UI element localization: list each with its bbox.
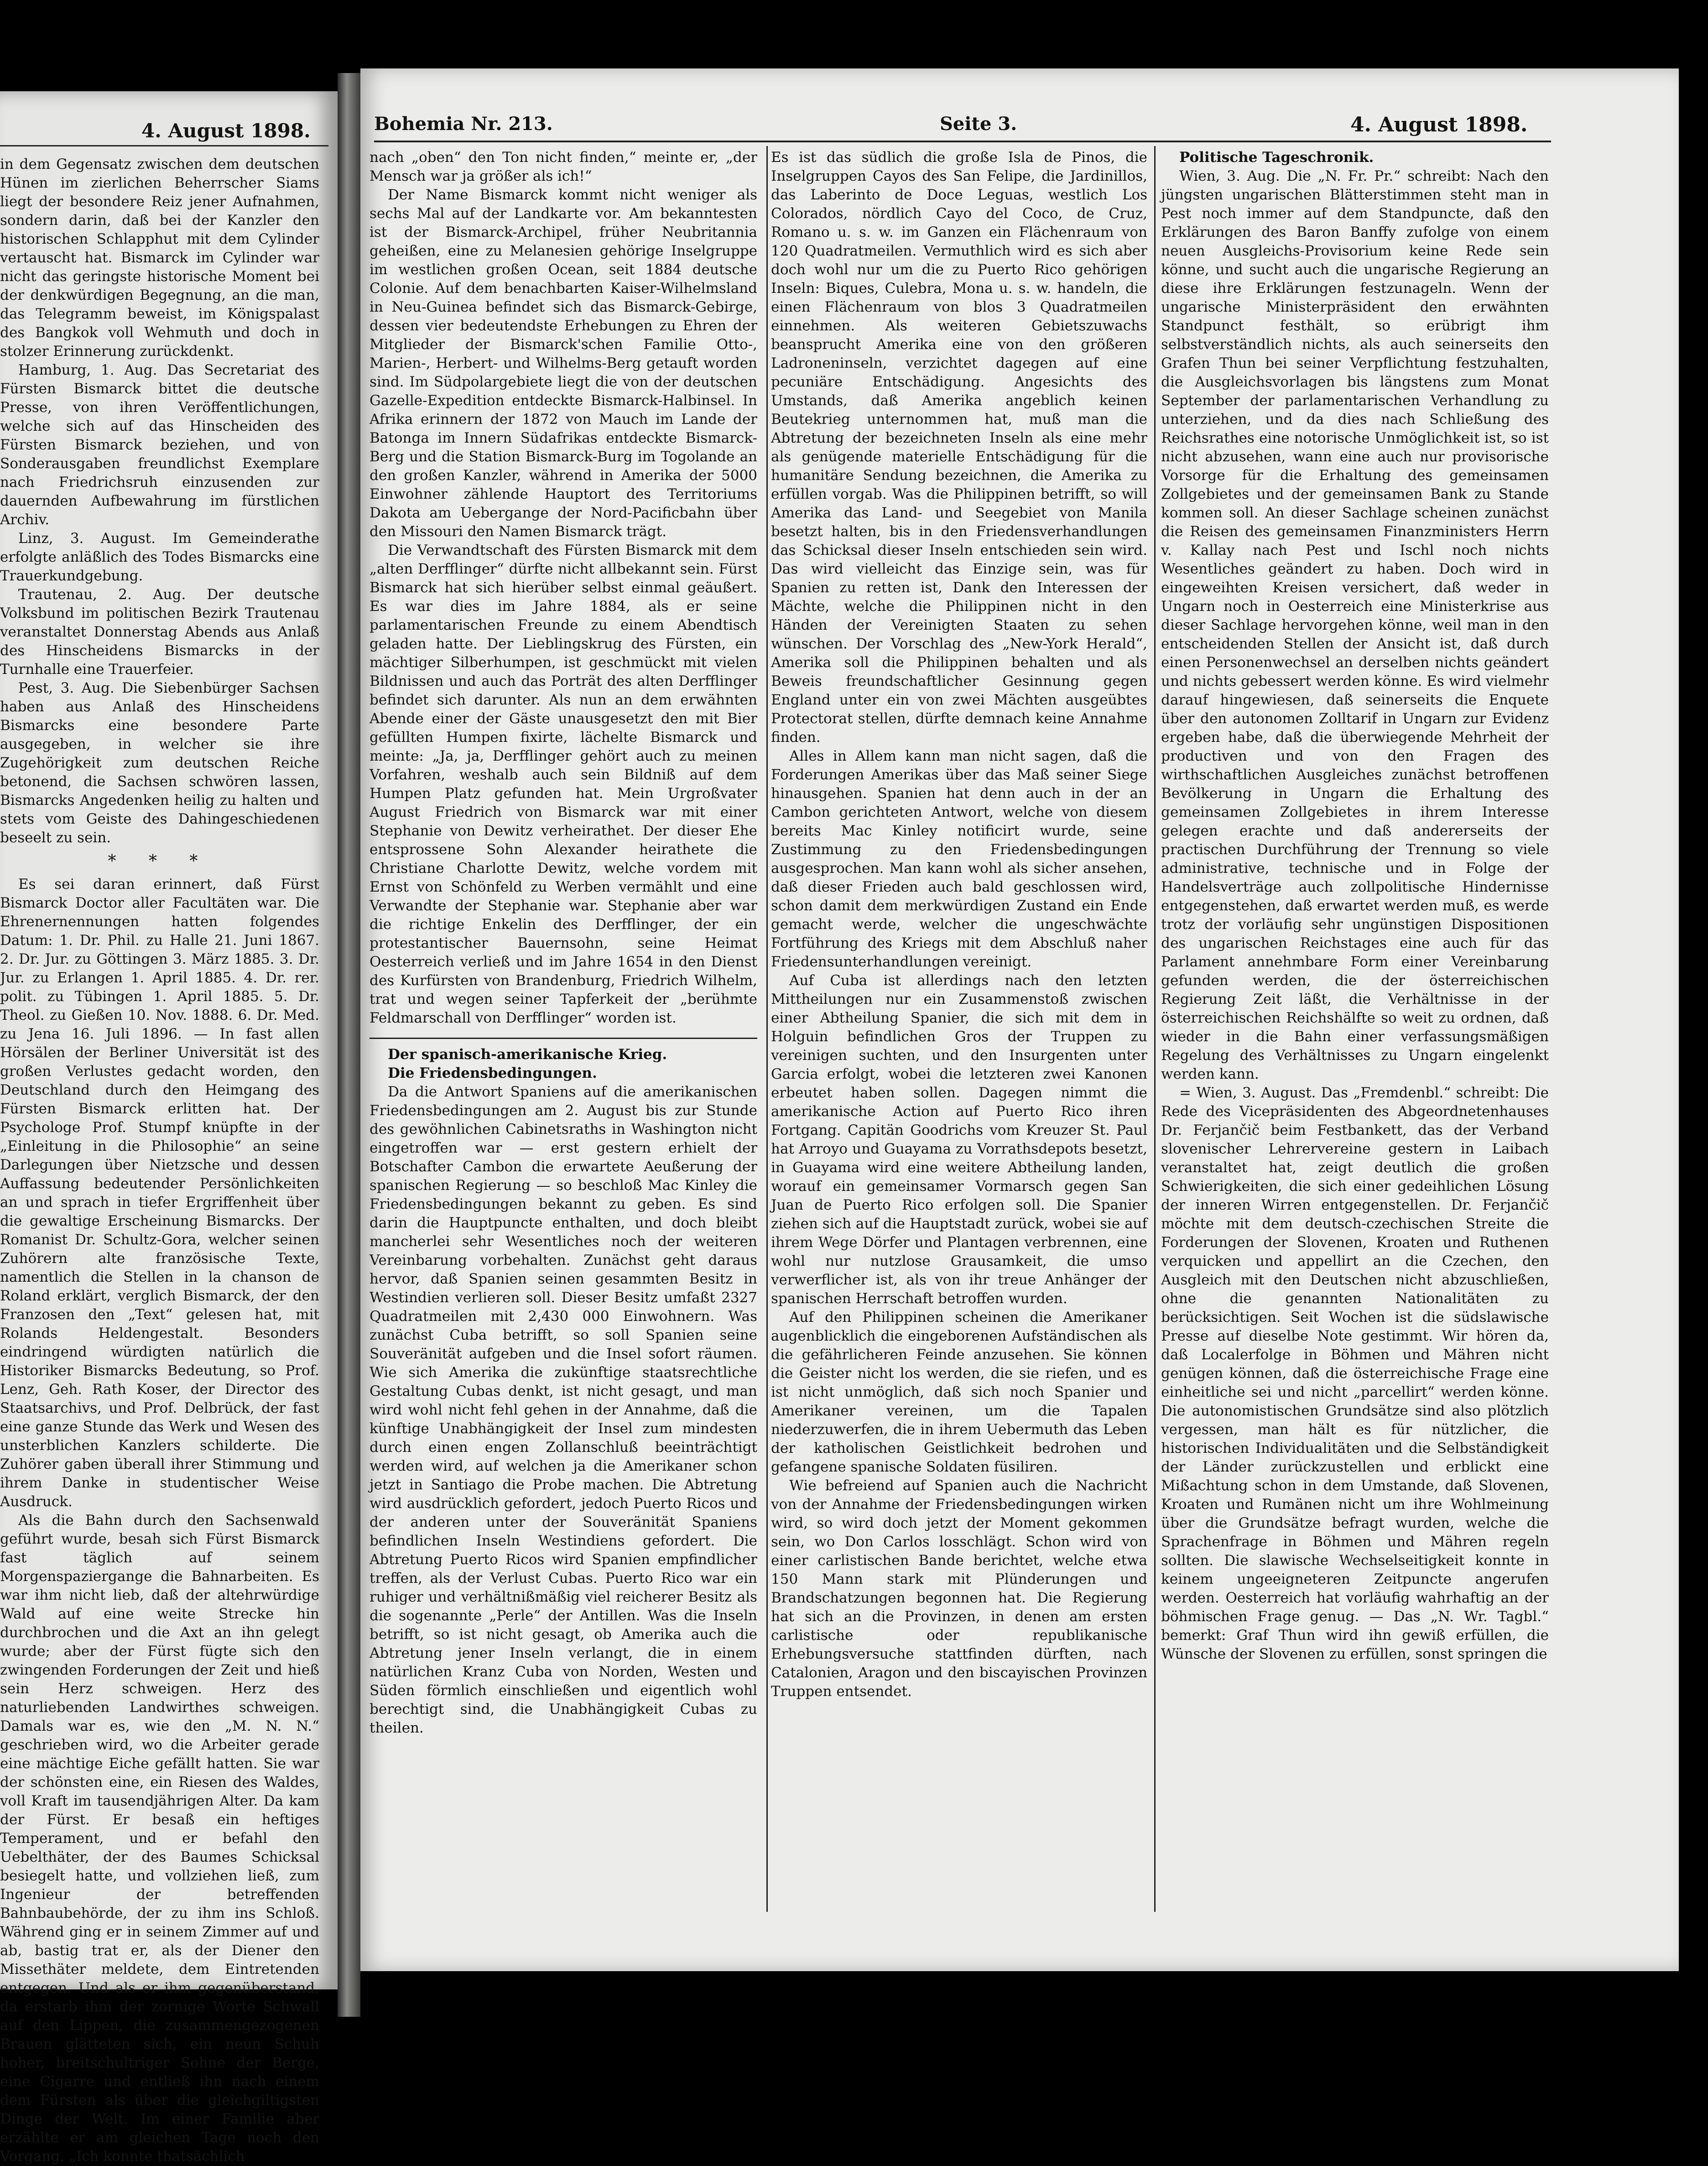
column-3: [1161, 148, 1549, 1910]
left-paragraph: Hamburg, 1. Aug. Das Secretariat des Fürsten Bismarck bittet die deutsche Presse, von ihren Veröffentlichungen, welche sich auf das Hinscheiden des Fürsten Bismarck beziehen, und von Sonderausgaben freundlichst Exemplare nach Friedrichsruh einzusenden zur dauernden Aufbewahrung im fürstlichen Archiv.: [0, 362, 319, 528]
left-paragraph: Als die Bahn durch den Sachsenwald geführt wurde, besah sich Fürst Bismarck fast täglich auf seinem Morgenspaziergange die Bahnarbeiten. Es war ihm nicht lieb, daß der altehrwürdige Wald auf eine weite Strecke hin durchbrochen und die Axt an ihn gelegt wurde; aber der Fürst fügte sich den zwingenden Forderungen der Zeit und hieß sein Herz schweigen. Herz des naturliebenden Landwirthes schweigen. Damals war es, wie den „M. N. N.“ geschrieben wird, wo die Arbeiter gerade eine mächtige Eiche gefällt hatten. Sie war der schönsten eine, ein Riesen des Waldes, voll Kraft im tausendjährigen Alter. Da kam der Fürst. Er besaß ein heftiges Temperament, und er befahl den Uebelthäter, der des Baumes Schicksal besiegelt hatte, und vollziehen ließ, zum Ingenieur der betreffenden Bahnbaubehörde, der zu ihm ins Schloß. Während ging er in seinem Zimmer auf und ab, bastig trat er, als der Diener den Missethäter meldete, dem Eintretenden entgegen. Und als er ihm gegenüberstand, da erstarb ihm der zornige Worte Schwall auf den Lippen, die zusammengezogenen Brauen glätteten sich, ein neun Schuh hoher, breitschultriger Sohne der Berge, eine Cigarre und entließ ihn nach einem dem Fürsten als über die gleichgiltigsten Dinge der Welt. Im einer Familie aber erzählte er am gleichen Tage noch den Vorgang. „Ich konnte thatsächlich: [0, 1512, 319, 2165]
left-paragraph: Es sei daran erinnert, daß Fürst Bismarck Doctor aller Facultäten war. Die Ehrenernennungen hatten folgendes Datum: 1. Dr. Phil. zu Halle 21. Juni 1867. 2. Dr. Jur. zu Göttingen 3. März 1885. 3. Dr. Jur. zu Erlangen 1. April 1885. 4. Dr. rer. polit. zu Tübingen 1. April 1885. 5. Dr. Theol. zu Gießen 10. Nov. 1888. 6. Dr. Med. zu Jena 16. Juli 1896. — In fast allen Hörsälen der Berliner Universität ist des großen Verlustes gedacht worden, den Deutschland durch den Heimgang des Fürsten Bismarck erlitten hat. Der Psychologe Prof. Stumpf knüpfte in der „Einleitung in die Philosophie“ an seine Darlegungen über Nietzsche und dessen Auffassung bedeutender Persönlichkeiten an und sprach in tiefer Ergriffenheit über die gewaltige Erscheinung Bismarcks. Der Romanist Dr. Schultz-Gora, welcher seinen Zuhörern alte französische Texte, namentlich die Stellen in la chanson de Roland erklärt, verglich Bismarck, der den Franzosen den „Text“ gelesen hat, mit Rolands Heldengestalt. Besonders eindringend würdigten natürlich die Historiker Bismarcks Bedeutung, so Prof. Lenz, Geh. Rath Koser, der Director des Staatsarchivs, und Prof. Delbrück, der fast eine ganze Stunde das Werk und Wesen des unsterblichen Kanzlers schilderte. Die Zuhörer gaben überall ihrer Stimmung und ihrem Danke in studentischer Weise Ausdruck.: [0, 876, 319, 1510]
article-paragraph: Die Verwandtschaft des Fürsten Bismarck mit dem „alten Derfflinger“ dürfte nicht allbekannt sein. Fürst Bismarck hat sich hierüber selbst einmal geäußert. Es war dies im Jahre 1884, als er seine parlamentarischen Freunde zu einem Abendtisch geladen hatte. Der Lieblingskrug des Fürsten, ein mächtiger Silberhumpen, ist geschmückt mit vielen Bildnissen und auch das Porträt des alten Derfflinger befindet sich darunter. Als nun an dem erwähnten Abende einer der Gäste unausgesetzt den mit Bier gefüllten Humpen fixirte, lächelte Bismarck und meinte: „Ja, ja, Derfflinger gehört auch zu meinen Vorfahren, weshalb auch sein Bildniß auf dem Humpen Platz gefunden hat. Mein Urgroßvater August Friedrich von Bismarck war mit einer Stephanie von Dewitz verheirathet. Der dieser Ehe entsprossene Sohn Alexander heirathete die Christiane Charlotte Dewitz, welche vordem mit Ernst von Schönfeld zu Werben vermählt und eine Verwandte der Stephanie war. Stephanie aber war die richtige Enkelin des Derfflinger, der ein protestantischer Bauernsohn, seine Heimat Oesterreich verließ und im Jahre 1654 in den Dienst des Kurfürsten von Brandenburg, Friedrich Wilhelm, trat und wegen seiner Tapferkeit der „berühmte Feldmarschall von Derfflinger“ worden ist.: [370, 542, 757, 1026]
book-gutter: [338, 73, 360, 2017]
article-paragraph: Der Name Bismarck kommt nicht weniger als sechs Mal auf der Landkarte vor. Am bekanntesten ist der Bismarck-Archipel, früher Neubritannia geheißen, eine zu Melanesien gehörige Inselgruppe im westlichen großen Ocean, seit 1884 deutsche Colonie. Auf dem benachbarten Kaiser-Wilhelmsland in Neu-Guinea befindet sich das Bismarck-Gebirge, dessen vier bedeutendste Erhebungen zu Ehren der Mitglieder der Bismarck'schen Familie Otto-, Marien-, Herbert- und Wilhelms-Berg getauft worden sind. Im Südpolargebiete liegt die von der deutschen Gazelle-Expedition entdeckte Bismarck-Halbinsel. In Afrika erinnern der 1872 von Mauch im Lande der Batonga im Innern Südafrikas entdeckte Bismarck-Berg und die Station Bismarck-Burg im Togolande an den großen Kanzler, während in Amerika der 5000 Einwohner zählende Hauptort des Territoriums Dakota am Uebergange der Nord-Pacificbahn über den Missouri den Namen Bismarck trägt.: [370, 187, 757, 540]
left-paragraph: Pest, 3. Aug. Die Siebenbürger Sachsen haben aus Anlaß des Hinscheidens Bismarcks eine besondere Parte ausgegeben, in welcher sie ihre Zugehörigkeit zum deutschen Reiche betonend, die Sachsen schwören lassen, Bismarcks Angedenken heilig zu halten und stets vom Geiste des Dahingeschiedenen beseelt zu sein.: [0, 680, 319, 846]
right-page: [360, 68, 1679, 1971]
article-paragraph: Es ist das südlich die große Isla de Pinos, die Inselgruppen Cayos des San Felipe, die Jardinillos, das Laberinto de Doce Leguas, westlich Los Colorados, nördlich Cayo del Coco, de Cruz, Romano u. s. w. im Ganzen ein Flächenraum von 120 Quadratmeilen. Vermuthlich wird es sich aber doch wohl nur um die zu Puerto Rico gehörigen Inseln: Biques, Culebra, Mona u. s. w. handeln, die einen Flächenraum von blos 3 Quadratmeilen einnehmen. Als weiteren Gebietszuwachs beansprucht Amerika eine von den größeren Ladroneninseln, verzichtet dagegen auf eine pecuniäre Entschädigung. Angesichts des Umstands, daß Amerika angeblich keinen Beutekrieg unternommen hat, muß man die Abtretung der bezeichneten Inseln als eine mehr als genügende materielle Entschädigung für die humanitäre Sendung bezeichnen, die Amerika zu erfüllen vorgab. Was die Philippinen betrifft, so will Amerika das Land- und Seegebiet von Manila besetzt halten, bis in den Friedensverhandlungen das Schicksal dieser Inseln entschieden sein wird. Das wird vielleicht das Einzige sein, was für Spanien zu retten ist, Dank den Interessen der Mächte, welche die Philippinen nicht in den Händen der Vereinigten Staaten zu sehen wünschen. Der Vorschlag des „New-York Herald“, Amerika soll die Philippinen behalten und als Beweis freundschaftlicher Gesinnung gegen England unter ein von zwei Mächten ausgeübtes Protectorat stellen, dürfte demnach keine Annahme finden.: [771, 149, 1147, 746]
article-paragraph: = Wien, 3. August. Das „Fremdenbl.“ schreibt: Die Rede des Vicepräsidenten des Abgeordnetenhauses Dr. Ferjančič beim Festbankett, das der Verband slovenischer Lehrervereine gestern in Laibach veranstaltet hat, zeigt deutlich die großen Schwierigkeiten, die sich einer gedeihlichen Lösung der inneren Wirren entgegenstellen. Dr. Ferjančič möchte mit dem deutsch-czechischen Streite die Forderungen der Slovenen, Kroaten und Ruthenen verquicken und appellirt an die Czechen, den Ausgleich mit den Deutschen nicht abzuschließen, ohne die genannten Nationalitäten zu berücksichtigen. Seit Wochen ist die südslawische Presse auf dieselbe Note gestimmt. Wir hören da, daß Localerfolge in Böhmen und Mähren nicht genügen können, daß die österreichische Frage eine einheitliche sei und nicht „parcellirt“ werden könne. Die autonomistischen Grundsätze sind also plötzlich vergessen, man hält es für nützlicher, die historischen Individualitäten und die Selbständigkeit der Länder zurückzustellen und erblickt eine Mißachtung schon in dem Umstande, daß Slovenen, Kroaten und Rumänen nicht um ihre Wohlmeinung über die Grundsätze befragt wurden, welche die Sprachenfrage in Böhmen und Mähren regeln sollten. Die slawische Wechselseitigkeit konnte in keinem ungeeigneteren Zeitpuncte angerufen werden. Oesterreich hat vorläufig wahrhaftig an der böhmischen Frage genug. — Das „N. Wr. Tagbl.“ bemerkt: Graf Thun wird ihn gewiß erfüllen, die Wünsche der Slovenen zu erfüllen, sonst springen die: [1161, 1085, 1549, 1662]
section-separator-stars: * * *: [108, 852, 212, 871]
column-1: [370, 148, 757, 1910]
war-article-subtitle: Die Friedensbedingungen.: [388, 1065, 597, 1081]
issue-date-header: 4. August 1898.: [1350, 113, 1528, 136]
left-page-header-date: 4. August 1898.: [141, 120, 311, 142]
newspaper-name-header: Bohemia Nr. 213.: [374, 113, 553, 135]
column-divider: [1154, 146, 1156, 1912]
article-paragraph: Auf den Philippinen scheinen die Amerikaner augenblicklich die eingeborenen Aufständischen als die gefährlicheren Feinde anzusehen. Sie können die Geister nicht los werden, die sie riefen, und es ist nicht unmöglich, daß sich noch Spanier und Amerikaner vereinen, um die Tapalen niederzuwerfen, die in ihrem Uebermuth das Leben der katholischen Geistlichkeit bedrohen und gefangene spanische Soldaten füsiliren.: [771, 1309, 1147, 1475]
article-paragraph: nach „oben“ den Ton nicht finden,“ meinte er, „der Mensch war ja größer als ich!“: [370, 149, 757, 184]
left-page: [0, 91, 338, 2165]
article-paragraph: Wien, 3. Aug. Die „N. Fr. Pr.“ schreibt: Nach den jüngsten ungarischen Blätterstimmen steht man in Pest noch immer auf dem Standpuncte, daß den Erklärungen des Baron Banffy zufolge von einem neuen Ausgleichs-Provisorium keine Rede sein könne, und sucht auch die ungarische Regierung an diese ihre Erklärungen festzunageln. Wenn der ungarische Ministerpräsident den erwähnten Standpunct festhält, so erübrigt ihm selbstverständlich nichts, als auch seinerseits den Grafen Thun bei seiner Verpflichtung festzuhalten, die Ausgleichsvorlagen bis längstens zum Monat September der parlamentarischen Verhandlung zu unterziehen, und da dies nach Schließung des Reichsrathes eine notorische Unmöglichkeit ist, so ist nicht abzusehen, wann eine auch nur provisorische Vorsorge für die Erhaltung des gemeinsamen Zollgebietes und der gemeinsamen Bank zu Stande kommen soll. An dieser Sachlage scheinen zunächst die Reisen des gemeinsamen Finanzministers Herrn v. Kallay nach Pest und Ischl noch nichts Wesentliches geändert zu haben. Doch wird in eingeweihten Kreisen versichert, daß weder in Ungarn noch in Oesterreich eine Ministerkrise aus dieser Sachlage hervorgehen könne, weil man in den entscheidenden Stellen der Ansicht ist, daß durch einen Personenwechsel an derselben nichts geändert und nichts gebessert werden könne. Es wird vielmehr darauf hingewiesen, daß seinerseits die Enquete über den autonomen Zolltarif in Ungarn zur Evidenz ergeben habe, daß die überwiegende Mehrheit der productiven und von den Fragen des wirthschaftlichen Ausgleiches zunächst betroffenen Bevölkerung in Ungarn die Erhaltung des gemeinsamen Zollgebietes in ihrem Interesse gelegen erachte und daß andererseits der practischen Durchführung der Trennung so viele administrative, technische und in Folge der Handelsverträge auch zollpolitische Hindernisse entgegenstehen, daß erwartet werden muß, es werde trotz der vorläufig sehr ungünstigen Dispositionen des ungarischen Reichstages eine auch für das Parlament annehmbare Form einer Vereinbarung gefunden werden, die der österreichischen Regierung Zeit läßt, die Verhältnisse in der österreichischen Reichshälfte so weit zu ordnen, daß wieder in die Bahn einer verfassungsmäßigen Regelung des Verhältnisses zu Ungarn eingelenkt werden kann.: [1161, 168, 1549, 1082]
left-paragraph: in dem Gegensatz zwischen dem deutschen Hünen im zierlichen Beherrscher Siams liegt der besondere Reiz jener Aufnahmen, sondern darin, daß bei der Kanzler den historischen Schlapphut mit dem Cylinder vertauscht hat. Bismarck im Cylinder war nicht das geringste historische Moment bei der denkwürdigen Begegnung, an die man, das Telegramm beweist, im Königspalast des Bangkok voll Wehmuth und doch in stolzer Erinnerung zurückdenkt.: [0, 156, 319, 360]
column-2: [771, 148, 1147, 1910]
article-paragraph: Auf Cuba ist allerdings nach den letzten Mittheilungen nur ein Zusammenstoß zwischen einer Abtheilung Spanier, die sich mit dem in Holguin befindlichen Gros der Truppen zu vereinigen suchten, und den Insurgenten unter Garcia erfolgt, wobei die letzteren zwei Kanonen erbeutet haben sollen. Dagegen nimmt die amerikanische Action auf Puerto Rico ihren Fortgang. Capitän Goodrichs vom Kreuzer St. Paul hat Arroyo und Guayama zu Vorrathsdepots besetzt, in Guayama wird eine weitere Abtheilung landen, worauf ein gemeinsamer Vormarsch gegen San Juan de Puerto Rico erfolgen soll. Die Spanier ziehen sich auf die Hauptstadt zurück, wobei sie auf ihrem Wege Dörfer und Plantagen verbrennen, eine wohl nur nutzlose Grausamkeit, die umso verwerflicher ist, als von ihr treue Anhänger der spanischen Herrschaft betroffen wurden.: [771, 972, 1147, 1307]
left-page-header-rule: [0, 145, 328, 146]
header-rule: [374, 141, 1551, 142]
article-paragraph: Wie befreiend auf Spanien auch die Nachricht von der Annahme der Friedensbedingungen wirken wird, so wird doch jetzt der Moment gekommen sein, wo Don Carlos losschlägt. Schon wird von einer carlistischen Bande berichtet, welche etwa 150 Mann stark mit Plünderungen und Brandschatzungen begonnen hat. Die Regierung hat sich an die Provinzen, in denen am ersten carlistische oder republikanische Erhebungsversuche stattfinden dürften, nach Catalonien, Aragon und den biscayischen Provinzen Truppen entsendet.: [771, 1477, 1147, 1700]
left-paragraph: Linz, 3. August. Im Gemeinderathe erfolgte anläßlich des Todes Bismarcks eine Trauerkundgebung.: [0, 530, 319, 584]
column-divider: [766, 146, 768, 1912]
article-paragraph: Alles in Allem kann man nicht sagen, daß die Forderungen Amerikas über das Maß seiner Siege hinausgehen. Spanien hat denn auch in der an Cambon gerichteten Antwort, welche von diesem bereits Mac Kinley notificirt wurde, seine Zustimmung zu den Friedensbedingungen ausgesprochen. Man kann wohl als sicher ansehen, daß dieser Frieden auch bald geschlossen wird, schon damit dem merkwürdigen Zustand ein Ende gemacht werde, welcher die ungeschwächte Fortführung des Kriegs mit dem Abschluß naher Friedensunterhandlungen vereinigt.: [771, 748, 1147, 970]
article-paragraph: Da die Antwort Spaniens auf die amerikanischen Friedensbedingungen am 2. August bis zur Stunde des gewöhnlichen Cabinetsraths in Washington nicht eingetroffen war — erst gestern erhielt der Botschafter Cambon die erwartete Aeußerung der spanischen Regierung — so beschloß Mac Kinley die Friedensbedingungen bekannt zu geben. Es sind darin die Hauptpuncte enthalten, und doch bleibt mancherlei sehr Wesentliches noch der weiteren Vereinbarung vorbehalten. Zunächst geht daraus hervor, daß Spanien seinen gesammten Besitz in Westindien verlieren soll. Dieser Besitz umfaßt 2327 Quadratmeilen mit 2,430 000 Einwohnern. Was zunächst Cuba betrifft, so soll Spanien seine Souveränität aufgeben und die Insel sofort räumen. Wie sich Amerika die zukünftige staatsrechtliche Gestaltung Cubas denkt, ist nicht gesagt, und man wird wohl nicht fehl gehen in der Annahme, daß die künftige Unabhängigkeit der Insel zum mindesten durch einen engen Zollanschluß beeinträchtigt werden wird, auf welchen ja die Amerikaner schon jetzt in Santiago die Probe machen. Die Abtretung wird ausdrücklich gefordert, jedoch Puerto Ricos und der anderen unter der Souveränität Spaniens befindlichen Inseln Westindiens gefordert. Die Abtretung Puerto Ricos wird Spanien empfindlicher treffen, als der Verlust Cubas. Puerto Rico war ein ruhiger und verhältnißmäßig viel reicherer Besitz als die sogenannte „Perle“ der Antillen. Was die Inseln betrifft, so ist nicht gesagt, ob Amerika auch die Abtretung jener Inseln verlangt, die in einem natürlichen Kranz Cuba von Norden, Westen und Süden förmlich einschließen und eigentlich wohl berechtigt sind, die Unabhängigkeit Cubas zu theilen.: [370, 1084, 757, 1736]
section-rule: [370, 1038, 757, 1039]
war-article-title: Der spanisch-amerikanische Krieg.: [388, 1046, 667, 1063]
page-number-header: Seite 3.: [940, 113, 1017, 135]
left-paragraph: Trautenau, 2. Aug. Der deutsche Volksbund im politischen Bezirk Trautenau veranstaltet Donnerstag Abends aus Anlaß des Hinscheidens Bismarcks in der Turnhalle eine Trauerfeier.: [0, 586, 319, 678]
left-page-column: [0, 155, 319, 2165]
political-chronicle-title: Politische Tageschronik.: [1179, 149, 1374, 166]
